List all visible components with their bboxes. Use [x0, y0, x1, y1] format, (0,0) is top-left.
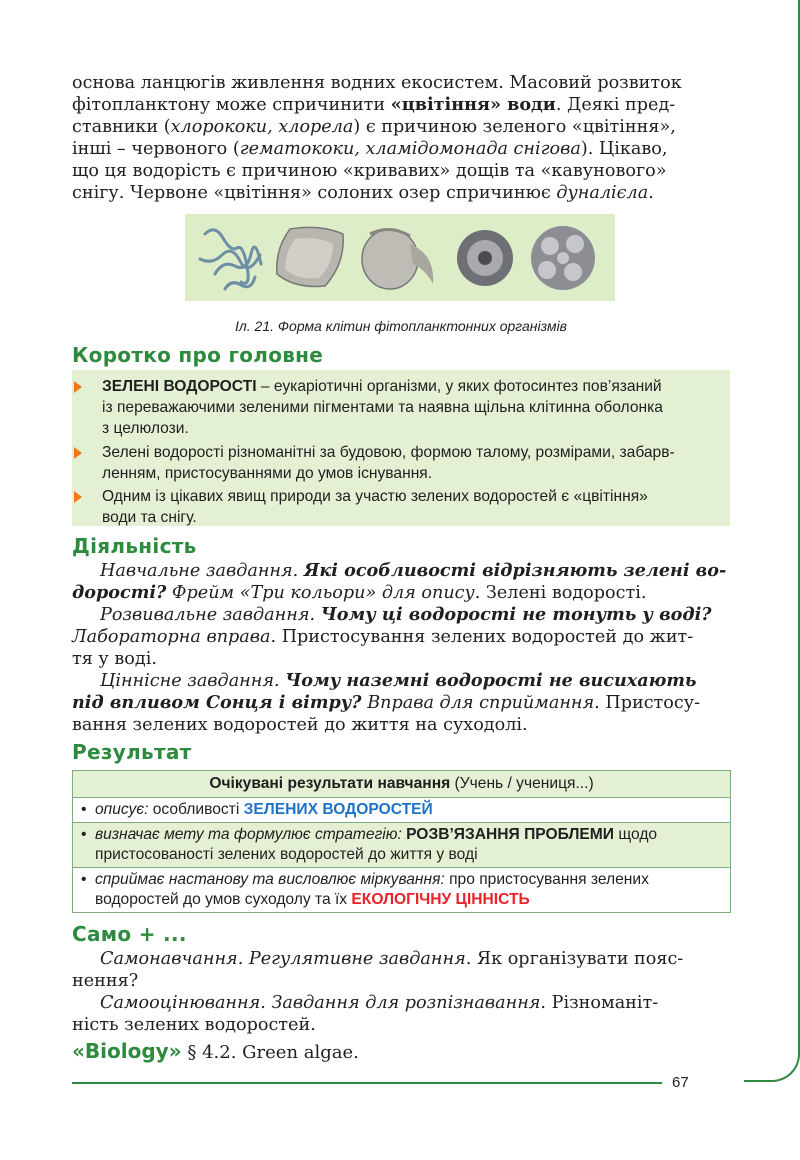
summary-item: ЗЕЛЕНІ ВОДОРОСТІ – еукаріотичні організми, у яких фотосинтез пов’язаний із переважаючими зеленими пігментами та наявна щільна клітинна оболонка з целюлози. [102, 376, 724, 439]
table-row [73, 798, 731, 823]
results-table [72, 770, 731, 913]
orange-triangle-bullet-icon [74, 447, 82, 459]
footer-rule [72, 1082, 662, 1084]
self-heading: Само + ... [72, 922, 187, 946]
summary-heading: Коротко про головне [72, 343, 324, 367]
self-paragraph: Самооцінювання. Завдання для розпізнавання. Різноманіт- ність зелених водоростей. [72, 993, 659, 1035]
coccolith-drawing [531, 226, 595, 290]
table-cell: • сприймає настанову та висловлює міркування: про пристосування зелених водоростей до умов суходолу та їх ЕКОЛОГІЧНУ ЦІННІСТЬ [73, 868, 731, 913]
activity-paragraph: Ціннісне завдання. Чому наземні водорості не висихають під впливом Сонця і вітру? Вправа для сприймання. Пристосу- вання зелених водоростей до життя на суходолі. [72, 670, 701, 735]
radiolarian-drawing [457, 230, 513, 286]
phytoplankton-illustration [185, 214, 615, 301]
result-heading: Результат [72, 740, 192, 764]
figure-caption: Іл. 21. Форма клітин фітопланктонних організмів [234, 318, 567, 334]
summary-box [72, 370, 730, 526]
table-header-row [73, 771, 731, 798]
orange-triangle-bullet-icon [74, 491, 82, 503]
orange-triangle-bullet-icon [74, 381, 82, 393]
activity-paragraph: Розвивальне завдання. Чому ці водорості не тонуть у воді? Лабораторна вправа. Пристосування зелених водоростей до жит- тя у воді. [72, 604, 712, 669]
summary-item: Зелені водорості різноманітні за будовою, формою талому, розмірами, забарв- ленням, пристосуваннями до умов існування. [102, 442, 724, 484]
page-number: 67 [672, 1074, 689, 1091]
table-row [73, 823, 731, 868]
table-cell: • визначає мету та формулює стратегію: РОЗВ’ЯЗАННЯ ПРОБЛЕМИ щодо пристосованості зелених водоростей до життя у воді [73, 823, 731, 868]
summary-item: Одним із цікавих явищ природи за участю зелених водоростей є «цвітіння» води та снігу. [102, 486, 724, 528]
table-row [73, 868, 731, 913]
activity-heading: Діяльність [72, 534, 197, 558]
page-corner-frame [744, 0, 800, 1082]
intro-paragraph: основа ланцюгів живлення водних екосистем. Масовий розвиток фітопланктону може спричинити «цвітіння» води. Деякі пред- ставники (хлорококи, хлорела) є причиною зеленого «цвітіння», інші – червоного (гематококи, хламідомонада снігова). Цікаво, що ця водорість є причиною «кривавих» дощів та «кавунового» снігу. Червоне «цвітіння» солоних озер спричинює дуналієла. [72, 73, 682, 203]
table-header: Очікувані результати навчання (Учень / учениця...) [73, 771, 731, 798]
activity-paragraph: Навчальне завдання. Які особливості відрізняють зелені во- дорості? Фрейм «Три кольори» для опису. Зелені водорості. [72, 560, 727, 603]
triangular-diatom-drawing [277, 227, 343, 286]
biology-reference: «Biology» § 4.2. Green algae. [72, 1039, 359, 1063]
ceratium-drawing [362, 229, 433, 289]
filament-alga-drawing [200, 230, 261, 289]
table-cell: • описує: особливості ЗЕЛЕНИХ ВОДОРОСТЕЙ [73, 798, 731, 823]
self-paragraph: Самонавчання. Регулятивне завдання. Як організувати пояс- нення? [72, 949, 684, 991]
